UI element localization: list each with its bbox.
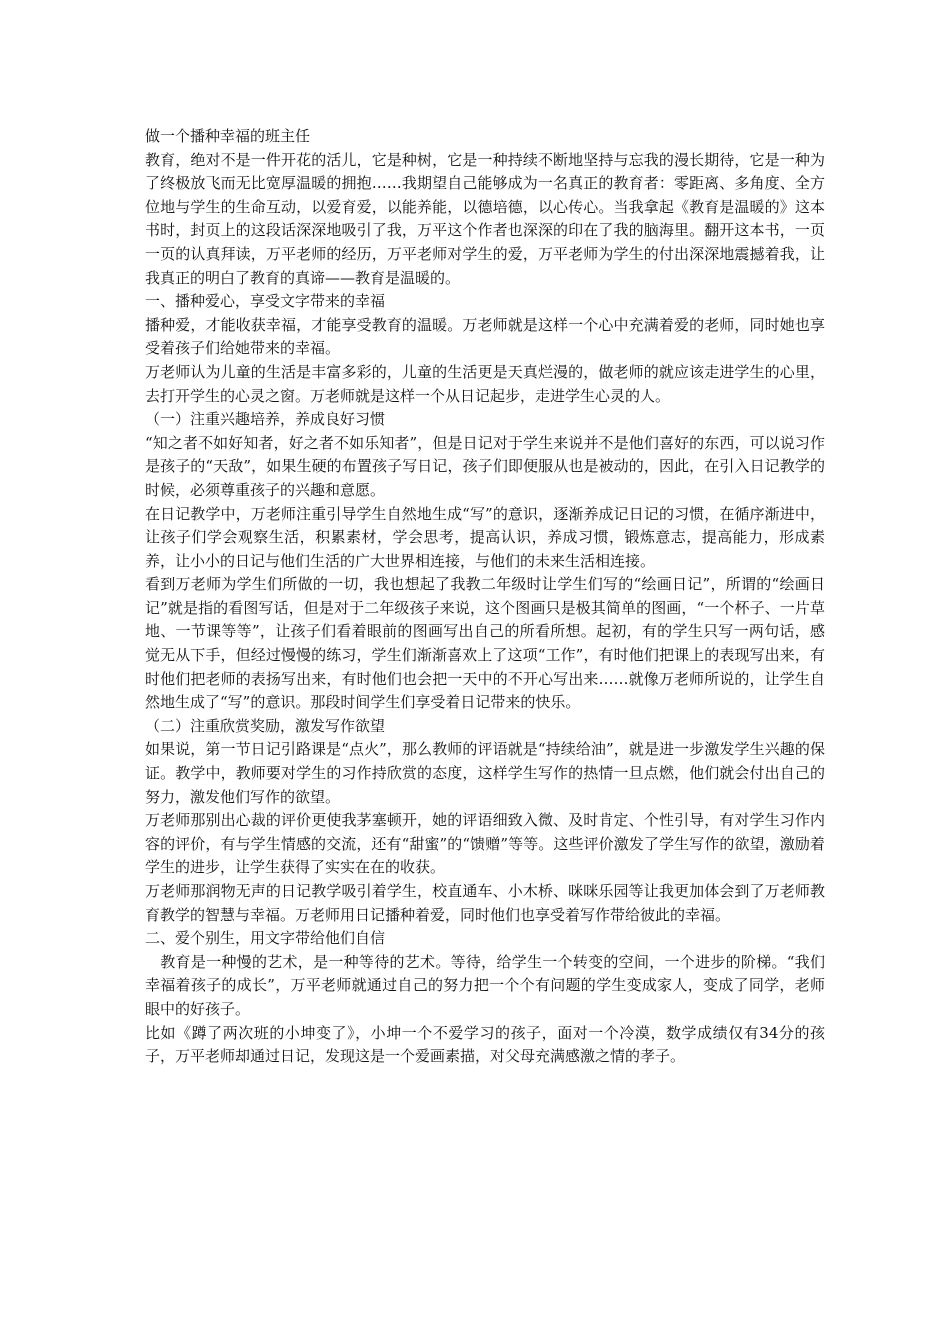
- paragraph: 看到万老师为学生们所做的一切，我也想起了我教二年级时让学生们写的“绘画日记”，所谓的“绘画日记”就是指的看图写话，但是对于二年级孩子来说，这个图画只是极其简单的图画，“一个杯子、一片草地、一节课等等”，让孩子们看着眼前的图画写出自己的所看所想。起初，有的学生只写一两句话，感觉无从下手，但经过慢慢的练习，学生们渐渐喜欢上了这项“工作”，有时他们把课上的表现写出来，有时他们把老师的表扬写出来，有时他们也会把一天中的不开心写出来……就像万老师所说的，让学生自然地生成了“写”的意识。那段时间学生们享受着日记带来的快乐。: [145, 575, 825, 712]
- subsection-heading-2: （二）注重欣赏奖励，激发写作欲望: [145, 716, 386, 735]
- paragraph: 万老师那润物无声的日记教学吸引着学生，校直通车、小木桥、咪咪乐园等让我更加体会到了万老师教育教学的智慧与幸福。万老师用日记播种着爱，同时他们也享受着写作带给彼此的幸福。: [145, 882, 825, 924]
- paragraph: 播种爱，才能收获幸福，才能享受教育的温暖。万老师就是这样一个心中充满着爱的老师，同时她也享受着孩子们给她带来的幸福。: [145, 315, 825, 358]
- document-title: 做一个播种幸福的班主任: [145, 127, 311, 145]
- document-page: [145, 125, 825, 1069]
- paragraph: 教育是一种慢的艺术，是一种等待的艺术。等待，给学生一个转变的空间，一个进步的阶梯。“我们幸福着孩子的成长”，万平老师就通过自己的努力把一个个有问题的学生变成家人，变成了同学，老师眼中的好孩子。: [145, 952, 825, 1018]
- paragraph: “知之者不如好知者，好之者不如乐知者”，但是日记对于学生来说并不是他们喜好的东西，可以说习作是孩子的“天敌”，如果生硬的布置孩子写日记，孩子们即便服从也是被动的，因此，在引入日记教学的时候，必须尊重孩子的兴趣和意愿。: [145, 433, 825, 499]
- paragraph: 如果说，第一节日记引路课是“点火”，那么教师的评语就是“持续给油”，就是进一步激发学生兴趣的保证。教学中，教师要对学生的习作持欣赏的态度，这样学生写作的热情一旦点燃，他们就会付出自己的努力，激发他们写作的欲望。: [145, 740, 825, 806]
- paragraph: 万老师认为儿童的生活是丰富多彩的，儿童的生活更是天真烂漫的，做老师的就应该走进学生的心里，去打开学生的心灵之窗。万老师就是这样一个从日记起步，走进学生心灵的人。: [145, 362, 825, 405]
- paragraph: 比如《蹲了两次班的小坤变了》，小坤一个不爱学习的孩子，面对一个冷漠，数学成绩仅有34分的孩子，万平老师却通过日记，发现这是一个爱画素描，对父母充满感激之情的孝子。: [145, 1023, 825, 1066]
- section-heading-2: 二、爱个别生，用文字带给他们自信: [145, 929, 386, 948]
- paragraph-intro: 教育，绝对不是一件开花的活儿，它是种树，它是一种持续不断地坚持与忘我的漫长期待，它是一种为了终极放飞而无比宽厚温暖的拥抱……我期望自己能够成为一名真正的教育者：零距离、多角度、全方位地与学生的生命互动，以爱育爱，以能养能，以德培德，以心传心。当我拿起《教育是温暖的》这本书时，封页上的这段话深深地吸引了我，万平这个作者也深深的印在了我的脑海里。翻开这本书，一页一页的认真拜读，万平老师的经历，万平老师对学生的爱，万平老师为学生的付出深深地震撼着我，让我真正的明白了教育的真谛——教育是温暖的。: [145, 150, 825, 287]
- paragraph: 在日记教学中，万老师注重引导学生自然地生成“写”的意识，逐渐养成记日记的习惯，在循序渐进中，让孩子们学会观察生活，积累素材，学会思考，提高认识，养成习惯，锻炼意志，提高能力，形成素养，让小小的日记与他们生活的广大世界相连接，与他们的未来生活相连接。: [145, 504, 825, 570]
- subsection-heading-1: （一）注重兴趣培养，养成良好习惯: [145, 410, 386, 429]
- section-heading-1: 一、播种爱心，享受文字带来的幸福: [145, 292, 386, 311]
- paragraph: 万老师那别出心裁的评价更使我茅塞顿开，她的评语细致入微、及时肯定、个性引导，有对学生习作内容的评价，有与学生情感的交流，还有“甜蜜”的“馈赠”等等。这些评价激发了学生写作的欲望，激励着学生的进步，让学生获得了实实在在的收获。: [145, 811, 825, 877]
